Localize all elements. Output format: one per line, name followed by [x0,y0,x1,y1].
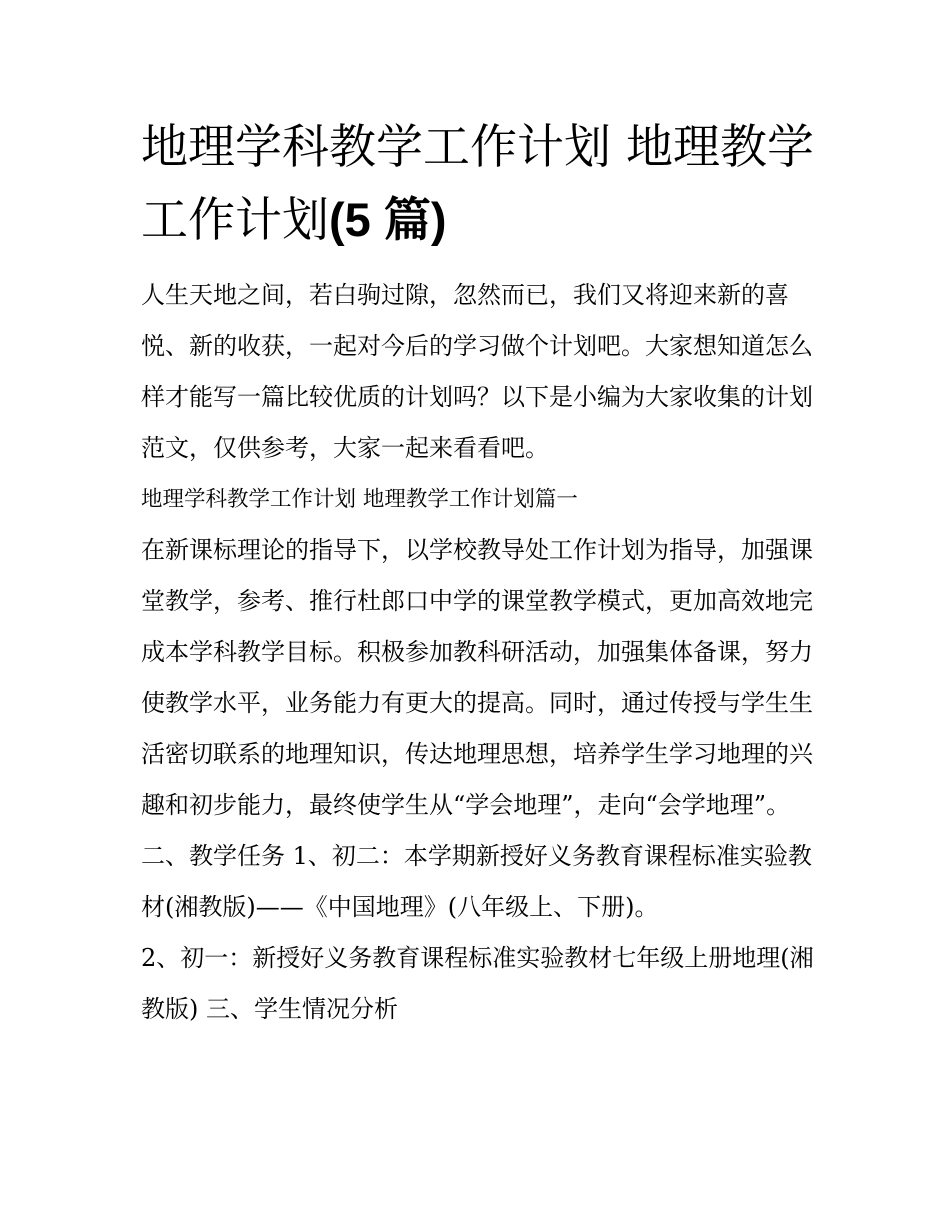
body-paragraph-guidance: 在新课标理论的指导下，以学校教导处工作计划为指导，加强课堂教学，参考、推行杜郎口中学的课堂教学模式，更加高效地完成本学科教学目标。积极参加教科研活动，加强集体备课，努力使教学水平，业务能力有更大的提高。同时，通过传授与学生生活密切联系的地理知识，传达地理思想，培养学生学习地理的兴趣和初步能力，最终使学生从“学会地理”，走向“会学地理”。 [141,536,813,819]
body-paragraph-tasks-grade7: 2、初一：新授好义务教育课程标准实验教材七年级上册地理(湘教版) 三、学生情况分析 [141,944,814,1023]
section-heading: 地理学科教学工作计划 地理教学工作计划篇一 [141,487,578,512]
intro-paragraph: 人生天地之间，若白驹过隙，忽然而已，我们又将迎来新的喜悦、新的收获，一起对今后的学习做个计划吧。大家想知道怎么样才能写一篇比较优质的计划吗？以下是小编为大家收集的计划范文，仅供参考，大家一起来看看吧。 [141,281,813,462]
body-paragraph-tasks-grade8: 二、教学任务 1、初二：本学期新授好义务教育课程标准实验教材(湘教版)——《中国地理》(八年级上、下册)。 [141,842,812,921]
document-title-count: (5 篇) [329,193,447,246]
document-body [141,112,821,1035]
document-title [141,112,821,257]
document-title-text: 地理学科教学工作计划 地理教学工作计划 [141,120,814,248]
